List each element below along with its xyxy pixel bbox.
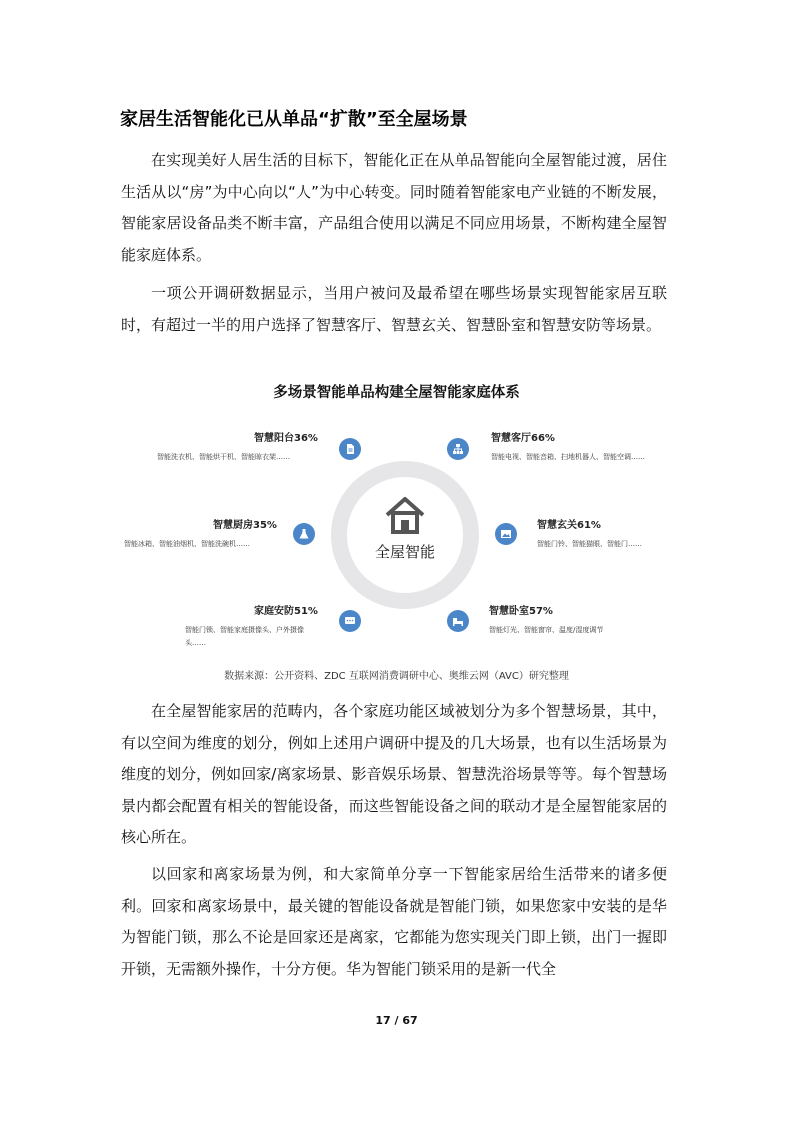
picture-icon [495,523,517,545]
house-icon [384,494,426,536]
scene-bedroom-title: 智慧卧室57% [489,606,553,617]
paragraph-survey: 一项公开调研数据显示，当用户被问及最希望在哪些场景实现智能家居互联时，有超过一半的用户选择了智慧客厅、智慧玄关、智慧卧室和智慧安防等场景。 [121,284,667,334]
scene-kitchen-title: 智慧厨房35% [213,520,277,531]
message-icon [339,610,361,632]
paragraph-scenes: 在全屋智能家居的范畴内，各个家庭功能区域被划分为多个智慧场景，其中，有以空间为维度的划分，例如上述用户调研中提及的几大场景，也有以生活场景为维度的划分，例如回家/离家场景、影音娱乐场景、智慧洗浴场景等等。每个智慧场景内都会配置有相关的智能设备，而这些智能设备之间的联动才是全屋智能家居的核心所在。 [121,702,667,846]
scene-security-title: 家庭安防51% [254,606,318,617]
scene-kitchen-desc: 智能冰箱、智能油烟机、智能洗碗机…… [124,540,250,548]
scene-entrance-desc: 智能门铃、智能猫眼、智能门…… [537,540,642,548]
scene-balcony-title: 智慧阳台36% [254,433,318,444]
network-icon [447,438,469,460]
scene-balcony-desc: 智能洗衣机、智能烘干机、智能晾衣架…… [157,453,290,461]
center-label: 全屋智能 [374,543,435,561]
bed-icon [447,610,469,632]
scene-security-desc: 智能门锁、智能家庭摄像头、户外摄像头…… [185,626,304,647]
paragraph-intro: 在实现美好人居生活的目标下，智能化正在从单品智能向全屋智能过渡，居住生活从以“房”为中心向以“人”为中心转变。同时随着智能家电产业链的不断发展，智能家居设备品类不断丰富，产品组合使用以满足不同应用场景，不断构建全屋智能家庭体系。 [121,151,667,264]
paragraph-door-lock: 以回家和离家场景为例，和大家简单分享一下智能家居给生活带来的诸多便利。回家和离家场景中，最关键的智能设备就是智能门锁，如果您家中安装的是华为智能门锁，那么不论是回家还是离家，它都能为您实现关门即上锁，出门一握即开锁，无需额外操作，十分方便。华为智能门锁采用的是新一代全 [121,865,667,978]
scene-living-desc: 智能电视、智能音箱、扫地机器人、智能空调…… [491,453,645,461]
document-icon [339,438,361,460]
figure-title: 多场景智能单品构建全屋智能家庭体系 [273,385,520,401]
figure-source: 数据来源：公开资料、ZDC 互联网消费调研中心、奥维云网（AVC）研究整理 [224,671,569,682]
scene-entrance-title: 智慧玄关61% [537,520,601,531]
scene-bedroom-desc: 智能灯光、智能窗帘、温度/湿度调节 [489,626,604,634]
page-number: 17 / 67 [375,1014,418,1027]
flask-icon [293,523,315,545]
scene-living-title: 智慧客厅66% [491,433,555,444]
section-heading: 家居生活智能化已从单品“扩散”至全屋场景 [120,109,468,130]
